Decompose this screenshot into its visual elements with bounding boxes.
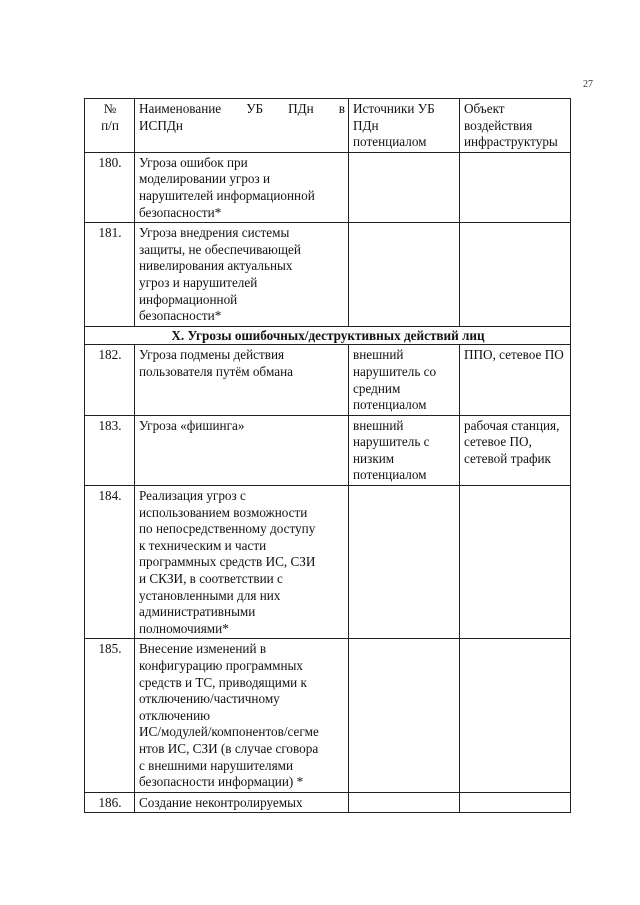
table-row	[85, 486, 571, 639]
name-cell	[135, 345, 349, 415]
header-object-line: воздействия	[464, 117, 533, 133]
object-cell	[460, 345, 571, 415]
name-line: и СКЗИ, в соответствии с	[139, 571, 283, 587]
header-name-cell	[135, 99, 349, 153]
source-line: внешний	[353, 347, 404, 363]
table-row	[85, 223, 571, 327]
name-line: к техническим и части	[139, 537, 267, 553]
object-cell	[460, 639, 571, 792]
name-line: по непосредственному доступу	[139, 521, 316, 537]
name-line: использованием возможности	[139, 504, 308, 520]
source-line: внешний	[353, 417, 404, 433]
threats-table	[84, 98, 571, 813]
table-row	[85, 792, 571, 813]
num-cell: 180.	[85, 152, 135, 222]
table-row	[85, 152, 571, 222]
source-line: потенциалом	[353, 467, 427, 483]
name-line: конфигурацию программных	[139, 658, 304, 673]
name-line: Угроза ошибок при	[139, 154, 248, 170]
name-line: Создание неконтролируемых	[139, 794, 303, 810]
header-object-line: Объект	[464, 101, 505, 116]
num-cell: 181.	[85, 223, 135, 327]
name-line: Угроза «фишинга»	[139, 417, 245, 433]
object-line: сетевой трафик	[464, 450, 551, 466]
name-line: ИС/модулей/компонентов/сегме	[139, 724, 319, 740]
header-source-line: Источники УБ	[353, 101, 435, 116]
name-line: защиты, не обеспечивающей	[139, 241, 301, 257]
header-source-line: ПДн	[353, 117, 379, 133]
name-cell	[135, 152, 349, 222]
table-row	[85, 639, 571, 792]
object-cell	[460, 415, 571, 485]
table-header-row	[85, 99, 571, 153]
object-cell	[460, 792, 571, 813]
name-line: Реализация угроз с	[139, 488, 246, 504]
section-title: X. Угрозы ошибочных/деструктивных действий лиц	[85, 326, 571, 345]
name-line: безопасности*	[139, 308, 222, 324]
name-cell	[135, 415, 349, 485]
object-line: рабочая станция,	[464, 417, 560, 433]
name-line: Угроза подмены действия	[139, 347, 285, 363]
name-line: Угроза внедрения системы	[139, 225, 290, 241]
name-line: нарушителей информационной	[139, 187, 315, 203]
header-source-line: потенциалом	[353, 134, 427, 150]
name-line: установленными для них	[139, 587, 281, 603]
object-line: сетевое ПО,	[464, 434, 532, 450]
name-line: административными	[139, 604, 256, 620]
name-line: безопасности*	[139, 204, 222, 220]
header-object-line: инфраструктуры	[464, 134, 558, 150]
name-line: безопасности информации) *	[139, 774, 304, 790]
header-name-line: ИСПДн	[139, 117, 183, 133]
source-cell	[349, 152, 460, 222]
object-line: ППО, сетевое ПО	[464, 347, 564, 363]
object-cell	[460, 152, 571, 222]
header-object-cell	[460, 99, 571, 153]
source-line: потенциалом	[353, 397, 427, 413]
source-line: средним	[353, 380, 401, 396]
num-cell: 184.	[85, 486, 135, 639]
name-cell	[135, 223, 349, 327]
header-name-word: ПДн	[288, 101, 314, 116]
name-line: моделировании угроз и	[139, 171, 271, 187]
source-cell	[349, 639, 460, 792]
name-line: с внешними нарушителями	[139, 757, 294, 773]
header-num-line: п/п	[101, 117, 119, 133]
num-cell: 182.	[85, 345, 135, 415]
name-line: нивелирования актуальных	[139, 258, 293, 274]
header-name-word: Наименование	[139, 101, 222, 116]
name-line: угроз и нарушителей	[139, 274, 258, 290]
table-row	[85, 345, 571, 415]
source-cell	[349, 223, 460, 327]
object-cell	[460, 486, 571, 639]
object-cell	[460, 223, 571, 327]
source-cell	[349, 345, 460, 415]
header-name-word: УБ	[246, 101, 264, 116]
source-cell	[349, 415, 460, 485]
source-cell	[349, 486, 460, 639]
source-line: нарушитель с	[353, 434, 430, 450]
source-line: низким	[353, 450, 395, 466]
header-source-cell	[349, 99, 460, 153]
table-row	[85, 415, 571, 485]
name-cell	[135, 639, 349, 792]
name-line: средств и ТС, приводящими к	[139, 674, 307, 690]
source-line: нарушитель со	[353, 363, 437, 379]
name-line: программных средств ИС, СЗИ	[139, 554, 316, 570]
source-cell	[349, 792, 460, 813]
name-line: пользователя путём обмана	[139, 363, 294, 379]
header-num-cell	[85, 99, 135, 153]
name-line: информационной	[139, 291, 238, 307]
page-number: 27	[583, 79, 593, 90]
name-cell	[135, 486, 349, 639]
name-line: полномочиями*	[139, 620, 229, 636]
name-line: Внесение изменений в	[139, 641, 267, 657]
header-num-line: №	[103, 101, 117, 116]
section-row	[85, 326, 571, 345]
name-line: отключению	[139, 707, 210, 723]
num-cell: 183.	[85, 415, 135, 485]
num-cell: 186.	[85, 792, 135, 813]
name-line: нтов ИС, СЗИ (в случае сговора	[139, 740, 319, 756]
num-cell: 185.	[85, 639, 135, 792]
name-cell	[135, 792, 349, 813]
name-line: отключению/частичному	[139, 691, 280, 707]
header-name-word: в	[338, 101, 345, 116]
